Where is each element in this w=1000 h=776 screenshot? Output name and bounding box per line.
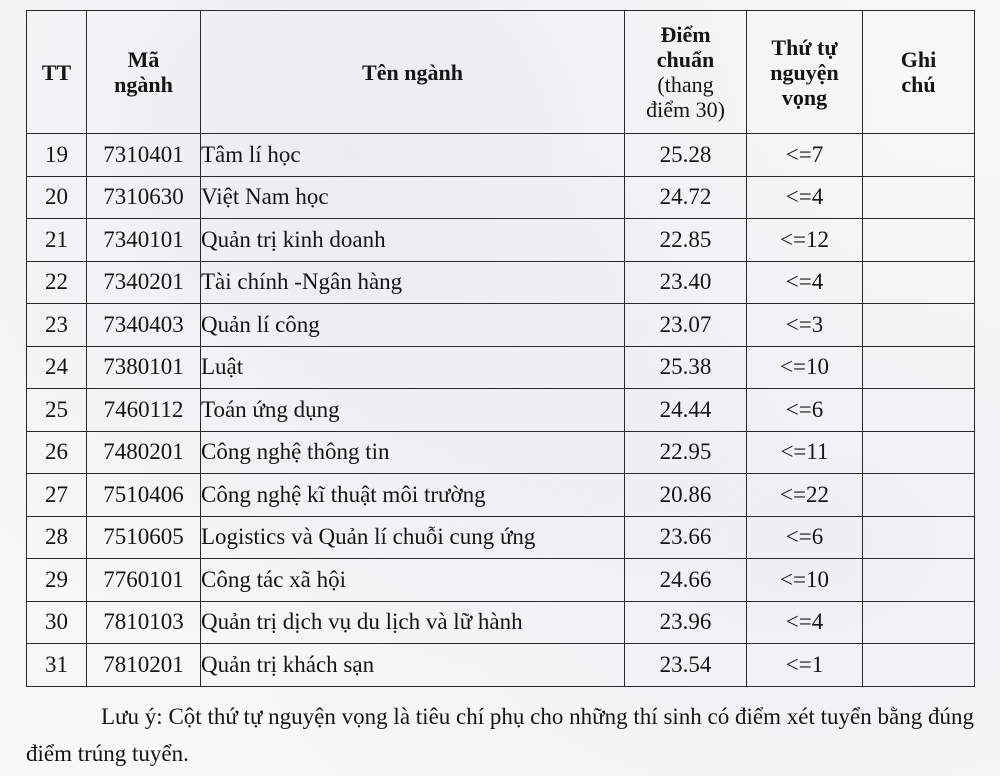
- cell-tt: 23: [27, 304, 87, 347]
- cell-note: [863, 134, 975, 177]
- cell-name: Công nghệ thông tin: [201, 431, 625, 474]
- table-row: [27, 219, 975, 262]
- cell-tt: 25: [27, 389, 87, 432]
- cell-score: 24.72: [625, 176, 747, 219]
- cell-score: 25.28: [625, 134, 747, 177]
- header-score: Điểm chuẩn (thang điểm 30): [625, 11, 747, 134]
- header-tt: TT: [27, 11, 87, 134]
- cell-code: 7510406: [87, 474, 201, 517]
- cell-note: [863, 304, 975, 347]
- header-order: Thứ tự nguyện vọng: [747, 11, 863, 134]
- cell-tt: 27: [27, 474, 87, 517]
- cell-score: 22.85: [625, 219, 747, 262]
- cell-tt: 28: [27, 516, 87, 559]
- cell-note: [863, 601, 975, 644]
- cell-code: 7340201: [87, 261, 201, 304]
- table-header-row: [27, 11, 975, 134]
- cell-code: 7380101: [87, 346, 201, 389]
- table-row: [27, 134, 975, 177]
- cell-note: [863, 559, 975, 602]
- cell-tt: 31: [27, 644, 87, 687]
- cell-name: Toán ứng dụng: [201, 389, 625, 432]
- cell-name: Quản lí công: [201, 304, 625, 347]
- cell-order: <=4: [747, 601, 863, 644]
- cell-score: 24.44: [625, 389, 747, 432]
- cell-order: <=6: [747, 389, 863, 432]
- cell-order: <=7: [747, 134, 863, 177]
- cell-order: <=10: [747, 346, 863, 389]
- cell-tt: 30: [27, 601, 87, 644]
- cell-score: 24.66: [625, 559, 747, 602]
- cell-name: Quản trị dịch vụ du lịch và lữ hành: [201, 601, 625, 644]
- cell-code: 7310401: [87, 134, 201, 177]
- table-row: [27, 431, 975, 474]
- cell-name: Công tác xã hội: [201, 559, 625, 602]
- admission-score-table: [26, 10, 975, 687]
- table-row: [27, 474, 975, 517]
- table-row: [27, 601, 975, 644]
- cell-tt: 24: [27, 346, 87, 389]
- cell-note: [863, 261, 975, 304]
- cell-note: [863, 644, 975, 687]
- cell-score: 25.38: [625, 346, 747, 389]
- cell-code: 7460112: [87, 389, 201, 432]
- cell-order: <=1: [747, 644, 863, 687]
- header-note: Ghi chú: [863, 11, 975, 134]
- cell-tt: 29: [27, 559, 87, 602]
- cell-name: Công nghệ kĩ thuật môi trường: [201, 474, 625, 517]
- table-row: [27, 516, 975, 559]
- table-body: [27, 134, 975, 687]
- cell-note: [863, 474, 975, 517]
- cell-score: 23.40: [625, 261, 747, 304]
- table-row: [27, 559, 975, 602]
- cell-code: 7480201: [87, 431, 201, 474]
- cell-name: Quản trị kinh doanh: [201, 219, 625, 262]
- cell-score: 23.66: [625, 516, 747, 559]
- cell-tt: 20: [27, 176, 87, 219]
- cell-code: 7810201: [87, 644, 201, 687]
- cell-code: 7810103: [87, 601, 201, 644]
- cell-tt: 19: [27, 134, 87, 177]
- cell-code: 7340101: [87, 219, 201, 262]
- cell-order: <=4: [747, 176, 863, 219]
- cell-note: [863, 389, 975, 432]
- table-row: [27, 304, 975, 347]
- cell-order: <=3: [747, 304, 863, 347]
- cell-name: Luật: [201, 346, 625, 389]
- table-row: [27, 644, 975, 687]
- cell-code: 7760101: [87, 559, 201, 602]
- cell-name: Tài chính -Ngân hàng: [201, 261, 625, 304]
- cell-code: 7310630: [87, 176, 201, 219]
- cell-score: 23.54: [625, 644, 747, 687]
- header-code: Mã ngành: [87, 11, 201, 134]
- table-row: [27, 389, 975, 432]
- cell-tt: 22: [27, 261, 87, 304]
- cell-tt: 21: [27, 219, 87, 262]
- cell-order: <=12: [747, 219, 863, 262]
- cell-name: Logistics và Quản lí chuỗi cung ứng: [201, 516, 625, 559]
- cell-order: <=11: [747, 431, 863, 474]
- cell-score: 23.96: [625, 601, 747, 644]
- table-row: [27, 346, 975, 389]
- cell-score: 22.95: [625, 431, 747, 474]
- table-row: [27, 176, 975, 219]
- cell-order: <=10: [747, 559, 863, 602]
- cell-name: Quản trị khách sạn: [201, 644, 625, 687]
- cell-name: Việt Nam học: [201, 176, 625, 219]
- cell-note: [863, 176, 975, 219]
- cell-score: 20.86: [625, 474, 747, 517]
- cell-score: 23.07: [625, 304, 747, 347]
- cell-order: <=22: [747, 474, 863, 517]
- cell-tt: 26: [27, 431, 87, 474]
- header-name: Tên ngành: [201, 11, 625, 134]
- cell-name: Tâm lí học: [201, 134, 625, 177]
- cell-note: [863, 431, 975, 474]
- footnote: Lưu ý: Cột thứ tự nguyện vọng là tiêu chí phụ cho những thí sinh có điểm xét tuyển bằng đúng điểm trúng tuyển.: [26, 704, 974, 766]
- cell-note: [863, 346, 975, 389]
- cell-order: <=4: [747, 261, 863, 304]
- cell-note: [863, 516, 975, 559]
- cell-note: [863, 219, 975, 262]
- cell-order: <=6: [747, 516, 863, 559]
- cell-code: 7510605: [87, 516, 201, 559]
- cell-code: 7340403: [87, 304, 201, 347]
- table-row: [27, 261, 975, 304]
